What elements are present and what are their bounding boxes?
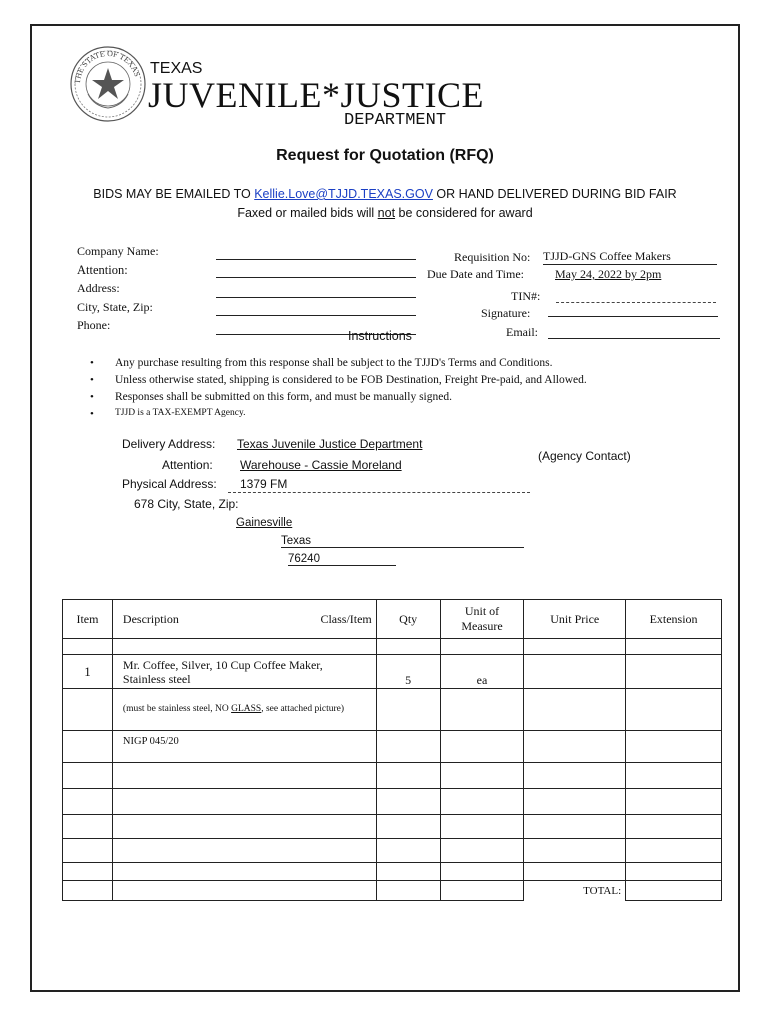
email-field[interactable] bbox=[548, 338, 720, 339]
instruction-item: Responses shall be submitted on this form, and must be manually signed. bbox=[115, 391, 452, 403]
delivery-city: Gainesville bbox=[236, 517, 293, 529]
total-value[interactable] bbox=[626, 881, 722, 901]
company-name-label: Company Name: bbox=[77, 244, 159, 258]
header-description: Description bbox=[122, 611, 179, 626]
due-date-value: May 24, 2022 by 2pm bbox=[555, 267, 662, 281]
city-state-zip-label: City, State, Zip: bbox=[77, 300, 153, 314]
company-name-field[interactable] bbox=[216, 259, 416, 260]
physical-address-value: 1379 FM bbox=[240, 477, 288, 491]
bids-notice-line2 bbox=[0, 206, 770, 220]
items-table bbox=[62, 599, 722, 901]
signature-field[interactable] bbox=[548, 316, 718, 317]
row1-qty[interactable]: 5 bbox=[376, 655, 440, 689]
tin-label: TIN#: bbox=[511, 289, 541, 303]
texas-state-seal bbox=[68, 44, 148, 124]
header-extension: Extension bbox=[626, 600, 722, 639]
table-row bbox=[63, 839, 722, 863]
address-field[interactable] bbox=[216, 297, 416, 298]
instruction-bullet: • bbox=[90, 374, 94, 386]
address-label: Address: bbox=[77, 281, 120, 295]
row1-unit-price[interactable] bbox=[524, 655, 626, 689]
delivery-zip: 76240 bbox=[288, 553, 396, 566]
not-emphasis: not bbox=[377, 206, 396, 220]
instruction-bullet: • bbox=[90, 357, 94, 369]
instruction-bullet: • bbox=[90, 391, 94, 403]
attention-field[interactable] bbox=[216, 277, 416, 278]
header-state: TEXAS bbox=[150, 60, 203, 77]
agency-contact: (Agency Contact) bbox=[538, 449, 631, 463]
due-date-label: Due Date and Time: bbox=[427, 267, 524, 281]
row1-description-text: Mr. Coffee, Silver, 10 Cup Coffee Maker, Stainless steel bbox=[122, 657, 323, 686]
table-row bbox=[63, 731, 722, 763]
table-row bbox=[63, 863, 722, 881]
instruction-item: Unless otherwise stated, shipping is considered to be FOB Destination, Freight Pre-paid, and Allowed. bbox=[115, 374, 587, 386]
note-suffix: , see attached picture) bbox=[261, 704, 345, 714]
row1-extension[interactable] bbox=[626, 655, 722, 689]
header-description-cell bbox=[112, 600, 376, 639]
table-row bbox=[63, 789, 722, 815]
instructions-heading: Instructions bbox=[348, 329, 412, 343]
delivery-address-value: Texas Juvenile Justice Department bbox=[237, 437, 423, 451]
header-department: DEPARTMENT bbox=[344, 111, 447, 130]
line2-suffix: be considered for award bbox=[395, 206, 533, 220]
city-state-zip-field[interactable] bbox=[216, 315, 416, 316]
table-header-row bbox=[63, 600, 722, 639]
instruction-item: Any purchase resulting from this response shall be subject to the TJJD's Terms and Conditions. bbox=[115, 357, 553, 369]
note-cell bbox=[112, 689, 376, 731]
note-glass: GLASS bbox=[231, 704, 262, 714]
table-row bbox=[63, 655, 722, 689]
row1-item: 1 bbox=[63, 655, 113, 689]
city-state-zip-delivery-label: 678 City, State, Zip: bbox=[134, 497, 239, 511]
header-class-item: Class/Item bbox=[320, 611, 372, 626]
header-item: Item bbox=[63, 600, 113, 639]
row1-description bbox=[112, 655, 376, 689]
table-row bbox=[63, 815, 722, 839]
tin-field[interactable] bbox=[556, 302, 716, 303]
requisition-label: Requisition No: bbox=[454, 250, 531, 264]
total-row bbox=[63, 881, 722, 901]
nigp-code: NIGP 045/20 bbox=[112, 731, 376, 763]
note-prefix: (must be stainless steel, NO bbox=[122, 704, 232, 714]
bids-suffix: OR HAND DELIVERED DURING BID FAIR bbox=[432, 187, 677, 201]
instruction-bullet: • bbox=[90, 408, 94, 420]
header-agency: JUVENILE*JUSTICE bbox=[148, 75, 484, 115]
header-qty: Qty bbox=[376, 600, 440, 639]
delivery-attention-label: Attention: bbox=[162, 458, 213, 472]
requisition-value: TJJD-GNS Coffee Makers bbox=[543, 249, 717, 265]
signature-label: Signature: bbox=[481, 306, 531, 320]
page-title: Request for Quotation (RFQ) bbox=[276, 147, 494, 164]
phone-label: Phone: bbox=[77, 318, 111, 332]
email-label: Email: bbox=[506, 325, 538, 339]
seal-text: THE STATE OF TEXAS bbox=[72, 48, 142, 85]
attention-label: Attention: bbox=[77, 263, 128, 277]
line2-prefix: Faxed or mailed bids will bbox=[237, 206, 378, 220]
header-unit-price: Unit Price bbox=[524, 600, 626, 639]
instruction-item: TJJD is a TAX-EXEMPT Agency. bbox=[115, 408, 246, 418]
delivery-state: Texas bbox=[281, 535, 524, 548]
table-row bbox=[63, 639, 722, 655]
delivery-address-label: Delivery Address: bbox=[122, 437, 216, 451]
table-row bbox=[63, 689, 722, 731]
header-uom: Unit of Measure bbox=[440, 600, 524, 639]
bids-prefix: BIDS MAY BE EMAILED TO bbox=[93, 187, 255, 201]
bid-email-link[interactable]: Kellie.Love@TJJD.TEXAS.GOV bbox=[254, 187, 433, 201]
table-row bbox=[63, 763, 722, 789]
bids-notice-line1 bbox=[0, 187, 770, 201]
physical-address-label: Physical Address: bbox=[122, 477, 217, 491]
delivery-attention-value: Warehouse - Cassie Moreland bbox=[240, 458, 402, 472]
row1-uom: ea bbox=[440, 655, 524, 689]
physical-address-line bbox=[228, 492, 530, 493]
total-label: TOTAL: bbox=[524, 881, 626, 901]
